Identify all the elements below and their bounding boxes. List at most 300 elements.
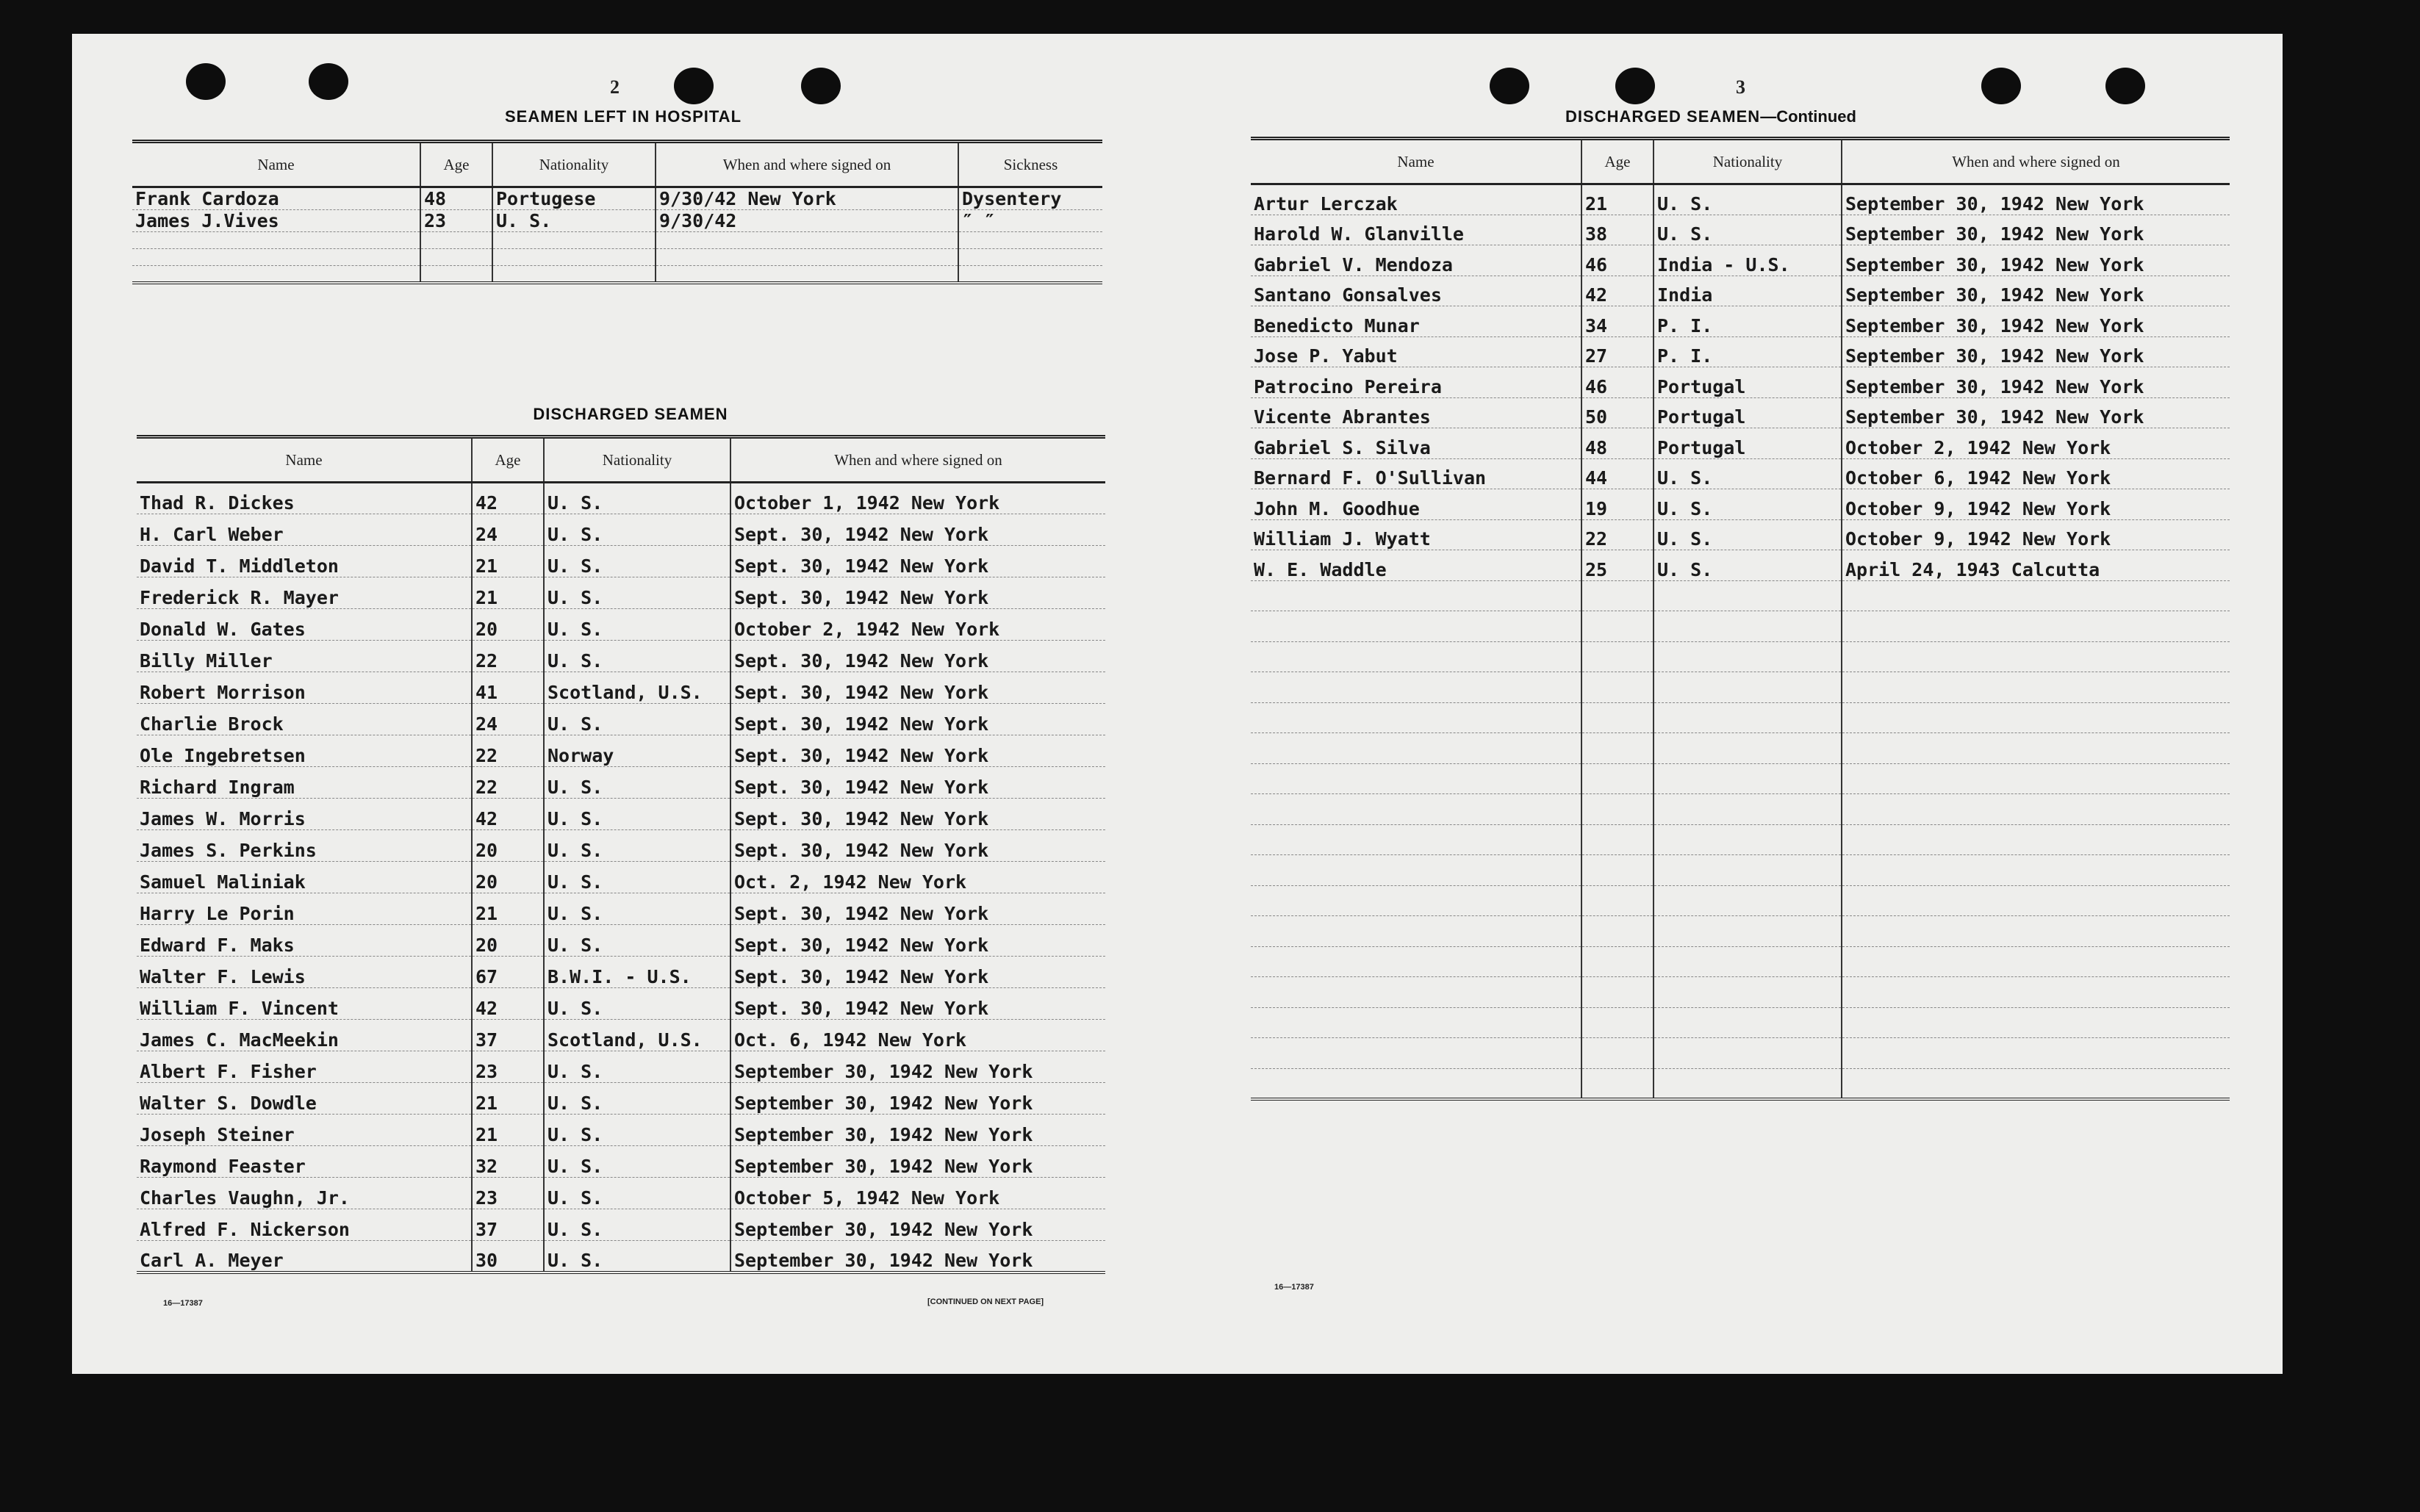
cell-age: 22 — [1581, 519, 1654, 550]
cell-age: 30 — [472, 1241, 544, 1272]
table-row — [137, 799, 1105, 830]
table-row — [1251, 733, 2230, 764]
cell-nationality: B.W.I. - U.S. — [544, 957, 730, 988]
cell-signed-on: Sept. 30, 1942 New York — [730, 893, 1105, 925]
cell-signed-on: Oct. 6, 1942 New York — [730, 1020, 1105, 1051]
cell-nationality — [1654, 1007, 1842, 1038]
table-row — [1251, 885, 2230, 916]
table-row — [137, 1115, 1105, 1146]
cell-age: 21 — [472, 577, 544, 609]
table-row — [137, 1209, 1105, 1241]
cell-signed-on — [1842, 977, 2230, 1008]
cell-age: 50 — [1581, 397, 1654, 428]
table-row — [1251, 276, 2230, 306]
cell-age: 20 — [472, 925, 544, 957]
cell-nationality: P. I. — [1654, 306, 1842, 337]
cell-age: 24 — [472, 514, 544, 546]
cell-nationality — [1654, 1068, 1842, 1099]
cell-age: 21 — [1581, 184, 1654, 215]
cell-age — [1581, 1068, 1654, 1099]
table-row — [1251, 215, 2230, 245]
cell-name — [1251, 794, 1581, 825]
cell-signed-on: 9/30/42 — [656, 210, 958, 232]
cell-nationality: U. S. — [544, 988, 730, 1020]
cell-age: 23 — [472, 1051, 544, 1083]
punch-hole — [1615, 68, 1655, 104]
cell-age: 34 — [1581, 306, 1654, 337]
table-row — [1251, 550, 2230, 581]
cell-age — [1581, 611, 1654, 642]
cell-name: John M. Goodhue — [1251, 489, 1581, 520]
cell-signed-on: Sept. 30, 1942 New York — [730, 514, 1105, 546]
column-header-name: Name — [1251, 139, 1581, 184]
column-header-signed-on: When and where signed on — [656, 142, 958, 187]
cell-name — [1251, 641, 1581, 672]
table-row — [137, 1146, 1105, 1178]
table-row — [137, 672, 1105, 704]
table-row — [137, 1051, 1105, 1083]
cell-nationality — [1654, 672, 1842, 703]
cell-age — [1581, 763, 1654, 794]
cell-signed-on: Sept. 30, 1942 New York — [730, 830, 1105, 862]
cell-signed-on — [1842, 580, 2230, 611]
cell-signed-on: September 30, 1942 New York — [730, 1051, 1105, 1083]
cell-name: Benedicto Munar — [1251, 306, 1581, 337]
cell-signed-on — [1842, 794, 2230, 825]
table-row — [1251, 611, 2230, 642]
cell-nationality: U. S. — [544, 1146, 730, 1178]
cell-signed-on: September 30, 1942 New York — [1842, 184, 2230, 215]
cell-name: Robert Morrison — [137, 672, 472, 704]
cell-signed-on: September 30, 1942 New York — [1842, 215, 2230, 245]
cell-name: Frederick R. Mayer — [137, 577, 472, 609]
cell-name: Bernard F. O'Sullivan — [1251, 458, 1581, 489]
table-row — [137, 641, 1105, 672]
table-row — [137, 704, 1105, 735]
cell-name: Albert F. Fisher — [137, 1051, 472, 1083]
continued-note: [CONTINUED ON NEXT PAGE] — [927, 1297, 1044, 1306]
cell-name — [132, 232, 420, 249]
table-row — [1251, 641, 2230, 672]
table-row — [1251, 397, 2230, 428]
cell-age — [1581, 733, 1654, 764]
cell-signed-on — [1842, 1007, 2230, 1038]
cell-nationality: India - U.S. — [1654, 245, 1842, 276]
table-row — [137, 862, 1105, 893]
cell-name: H. Carl Weber — [137, 514, 472, 546]
cell-nationality — [1654, 733, 1842, 764]
table-row — [1251, 824, 2230, 855]
cell-age: 20 — [472, 609, 544, 641]
cell-signed-on — [1842, 824, 2230, 855]
cell-sickness: Dysentery — [958, 187, 1102, 210]
cell-nationality — [1654, 885, 1842, 916]
cell-nationality — [1654, 641, 1842, 672]
table-row — [1251, 367, 2230, 398]
cell-nationality — [1654, 946, 1842, 977]
cell-signed-on: Oct. 2, 1942 New York — [730, 862, 1105, 893]
cell-name: Donald W. Gates — [137, 609, 472, 641]
column-header-age: Age — [420, 142, 492, 187]
table-row — [1251, 580, 2230, 611]
cell-name: Raymond Feaster — [137, 1146, 472, 1178]
cell-name: Walter S. Dowdle — [137, 1083, 472, 1115]
cell-nationality: U. S. — [544, 514, 730, 546]
cell-name — [1251, 763, 1581, 794]
page-number-left: 2 — [610, 76, 620, 98]
cell-signed-on: September 30, 1942 New York — [730, 1146, 1105, 1178]
cell-age: 46 — [1581, 245, 1654, 276]
cell-name: Alfred F. Nickerson — [137, 1209, 472, 1241]
cell-nationality: Portugal — [1654, 428, 1842, 459]
title-continued: —Continued — [1760, 107, 1856, 126]
cell-name: Charlie Brock — [137, 704, 472, 735]
cell-nationality: U. S. — [544, 483, 730, 514]
cell-age: 38 — [1581, 215, 1654, 245]
cell-nationality: U. S. — [544, 893, 730, 925]
cell-name: Patrocino Pereira — [1251, 367, 1581, 398]
cell-nationality: U. S. — [544, 641, 730, 672]
cell-age — [1581, 580, 1654, 611]
cell-signed-on: Sept. 30, 1942 New York — [730, 988, 1105, 1020]
cell-age: 48 — [420, 187, 492, 210]
cell-nationality — [1654, 763, 1842, 794]
cell-nationality — [1654, 580, 1842, 611]
cell-age — [1581, 1007, 1654, 1038]
cell-nationality: U. S. — [544, 799, 730, 830]
cell-age: 21 — [472, 1083, 544, 1115]
punch-hole — [309, 63, 348, 100]
table-row — [137, 957, 1105, 988]
cell-nationality: U. S. — [544, 546, 730, 577]
cell-age — [1581, 885, 1654, 916]
punch-hole — [2105, 68, 2145, 104]
cell-name: Thad R. Dickes — [137, 483, 472, 514]
cell-age — [1581, 1038, 1654, 1069]
cell-nationality: U. S. — [1654, 184, 1842, 215]
cell-signed-on: September 30, 1942 New York — [730, 1083, 1105, 1115]
cell-signed-on: 9/30/42 New York — [656, 187, 958, 210]
cell-nationality: U. S. — [544, 830, 730, 862]
cell-nationality: Norway — [544, 735, 730, 767]
cell-age: 27 — [1581, 336, 1654, 367]
form-number-left: 16—17387 — [163, 1299, 203, 1308]
cell-name: James S. Perkins — [137, 830, 472, 862]
cell-age: 21 — [472, 893, 544, 925]
table-row — [1251, 977, 2230, 1008]
cell-age: 22 — [472, 735, 544, 767]
cell-name: Ole Ingebretsen — [137, 735, 472, 767]
cell-name: Harold W. Glanville — [1251, 215, 1581, 245]
cell-signed-on — [1842, 1068, 2230, 1099]
table-row — [1251, 336, 2230, 367]
cell-name — [1251, 1068, 1581, 1099]
table-row — [137, 893, 1105, 925]
column-header-nationality: Nationality — [544, 437, 730, 483]
table-row — [137, 925, 1105, 957]
cell-signed-on: September 30, 1942 New York — [1842, 276, 2230, 306]
column-header-name: Name — [137, 437, 472, 483]
cell-nationality: U. S. — [1654, 519, 1842, 550]
cell-nationality — [1654, 977, 1842, 1008]
cell-name: James C. MacMeekin — [137, 1020, 472, 1051]
punch-hole — [1490, 68, 1529, 104]
cell-nationality — [1654, 702, 1842, 733]
discharged-section-title: DISCHARGED SEAMEN — [533, 405, 728, 423]
table-row — [1251, 855, 2230, 886]
column-header-sickness: Sickness — [958, 142, 1102, 187]
table-row — [1251, 306, 2230, 337]
cell-signed-on — [1842, 733, 2230, 764]
cell-name: Jose P. Yabut — [1251, 336, 1581, 367]
cell-nationality: Scotland, U.S. — [544, 1020, 730, 1051]
cell-nationality — [492, 232, 656, 249]
cell-signed-on — [1842, 672, 2230, 703]
table-row — [137, 483, 1105, 514]
cell-signed-on: September 30, 1942 New York — [1842, 336, 2230, 367]
cell-signed-on: September 30, 1942 New York — [1842, 245, 2230, 276]
cell-nationality: U. S. — [1654, 550, 1842, 581]
discharged-table-left — [137, 435, 1105, 1274]
cell-name: Santano Gonsalves — [1251, 276, 1581, 306]
cell-age — [1581, 794, 1654, 825]
cell-nationality: India — [1654, 276, 1842, 306]
cell-name — [132, 249, 420, 266]
table-row — [132, 210, 1102, 232]
cell-age: 42 — [472, 483, 544, 514]
cell-nationality — [1654, 1038, 1842, 1069]
cell-name: Frank Cardoza — [132, 187, 420, 210]
cell-signed-on — [656, 232, 958, 249]
table-row — [1251, 184, 2230, 215]
cell-age — [1581, 824, 1654, 855]
table-row — [1251, 794, 2230, 825]
cell-signed-on: September 30, 1942 New York — [730, 1241, 1105, 1272]
cell-signed-on: Sept. 30, 1942 New York — [730, 546, 1105, 577]
punch-hole — [801, 68, 841, 104]
table-row — [1251, 1038, 2230, 1069]
cell-nationality — [1654, 824, 1842, 855]
cell-signed-on: Sept. 30, 1942 New York — [730, 704, 1105, 735]
cell-nationality — [492, 266, 656, 283]
cell-name — [1251, 916, 1581, 947]
cell-signed-on: Sept. 30, 1942 New York — [730, 641, 1105, 672]
cell-signed-on: October 9, 1942 New York — [1842, 489, 2230, 520]
table-row — [1251, 458, 2230, 489]
cell-signed-on: Sept. 30, 1942 New York — [730, 925, 1105, 957]
table-row — [137, 1020, 1105, 1051]
cell-nationality — [1654, 611, 1842, 642]
cell-name: William J. Wyatt — [1251, 519, 1581, 550]
punch-hole — [674, 68, 714, 104]
cell-signed-on: Sept. 30, 1942 New York — [730, 735, 1105, 767]
cell-name — [1251, 946, 1581, 977]
form-number-right: 16—17387 — [1274, 1283, 1314, 1292]
cell-signed-on: September 30, 1942 New York — [730, 1115, 1105, 1146]
table-row — [1251, 1068, 2230, 1099]
cell-age — [1581, 977, 1654, 1008]
cell-nationality — [1654, 916, 1842, 947]
document-sheet — [72, 34, 2283, 1374]
cell-name: James W. Morris — [137, 799, 472, 830]
cell-nationality: U. S. — [1654, 458, 1842, 489]
cell-signed-on: Sept. 30, 1942 New York — [730, 957, 1105, 988]
cell-nationality: U. S. — [1654, 489, 1842, 520]
cell-name: Gabriel V. Mendoza — [1251, 245, 1581, 276]
cell-signed-on: October 2, 1942 New York — [1842, 428, 2230, 459]
cell-name: Edward F. Maks — [137, 925, 472, 957]
cell-age: 37 — [472, 1020, 544, 1051]
cell-nationality: U. S. — [544, 1083, 730, 1115]
cell-nationality: U. S. — [544, 704, 730, 735]
cell-nationality: U. S. — [544, 1051, 730, 1083]
cell-name: Charles Vaughn, Jr. — [137, 1178, 472, 1209]
cell-age: 32 — [472, 1146, 544, 1178]
cell-age: 42 — [472, 799, 544, 830]
column-header-age: Age — [472, 437, 544, 483]
cell-name: Carl A. Meyer — [137, 1241, 472, 1272]
cell-age: 21 — [472, 546, 544, 577]
cell-signed-on: September 30, 1942 New York — [730, 1209, 1105, 1241]
table-row — [132, 249, 1102, 266]
cell-nationality: U. S. — [544, 925, 730, 957]
table-row — [137, 988, 1105, 1020]
cell-nationality: U. S. — [544, 609, 730, 641]
table-row — [1251, 1007, 2230, 1038]
cell-signed-on — [1842, 702, 2230, 733]
table-row — [1251, 519, 2230, 550]
cell-age: 41 — [472, 672, 544, 704]
table-row — [1251, 916, 2230, 947]
cell-nationality: P. I. — [1654, 336, 1842, 367]
cell-sickness — [958, 266, 1102, 283]
cell-nationality — [492, 249, 656, 266]
cell-age: 21 — [472, 1115, 544, 1146]
cell-name: Richard Ingram — [137, 767, 472, 799]
cell-nationality: U. S. — [544, 767, 730, 799]
hospital-section-title: SEAMEN LEFT IN HOSPITAL — [504, 107, 742, 126]
cell-name — [1251, 672, 1581, 703]
discharged-continued-title — [1534, 107, 1887, 126]
discharged-table-right — [1251, 137, 2230, 1101]
cell-signed-on: October 6, 1942 New York — [1842, 458, 2230, 489]
column-header-age: Age — [1581, 139, 1654, 184]
cell-age — [1581, 916, 1654, 947]
cell-name: Harry Le Porin — [137, 893, 472, 925]
table-row — [1251, 946, 2230, 977]
cell-name — [1251, 733, 1581, 764]
cell-age: 44 — [1581, 458, 1654, 489]
cell-nationality: Portugal — [1654, 367, 1842, 398]
table-row — [132, 187, 1102, 210]
cell-name: Billy Miller — [137, 641, 472, 672]
cell-age — [1581, 641, 1654, 672]
cell-age: 23 — [472, 1178, 544, 1209]
cell-age — [1581, 946, 1654, 977]
cell-nationality: U. S. — [544, 1115, 730, 1146]
cell-age: 23 — [420, 210, 492, 232]
cell-name: Joseph Steiner — [137, 1115, 472, 1146]
cell-age — [1581, 855, 1654, 886]
cell-signed-on: Sept. 30, 1942 New York — [730, 799, 1105, 830]
table-row — [137, 1083, 1105, 1115]
cell-age: 20 — [472, 830, 544, 862]
page-number-right: 3 — [1736, 76, 1745, 98]
cell-nationality: U. S. — [544, 577, 730, 609]
table-row — [137, 609, 1105, 641]
cell-signed-on: April 24, 1943 Calcutta — [1842, 550, 2230, 581]
cell-name: Walter F. Lewis — [137, 957, 472, 988]
cell-nationality: U. S. — [544, 1178, 730, 1209]
cell-nationality: U. S. — [544, 862, 730, 893]
hospital-table — [132, 140, 1102, 284]
cell-nationality — [1654, 794, 1842, 825]
cell-age: 37 — [472, 1209, 544, 1241]
punch-hole — [186, 63, 226, 100]
table-row — [1251, 489, 2230, 520]
cell-name: Samuel Maliniak — [137, 862, 472, 893]
cell-sickness: ″ ″ — [958, 210, 1102, 232]
cell-sickness — [958, 249, 1102, 266]
cell-nationality: Portugese — [492, 187, 656, 210]
table-row — [1251, 763, 2230, 794]
cell-age: 25 — [1581, 550, 1654, 581]
cell-age: 46 — [1581, 367, 1654, 398]
cell-name — [1251, 580, 1581, 611]
cell-signed-on — [1842, 1038, 2230, 1069]
cell-name — [1251, 1038, 1581, 1069]
cell-age: 24 — [472, 704, 544, 735]
cell-name — [1251, 611, 1581, 642]
cell-signed-on: Sept. 30, 1942 New York — [730, 672, 1105, 704]
cell-nationality — [1654, 855, 1842, 886]
table-row — [137, 577, 1105, 609]
punch-hole — [1981, 68, 2021, 104]
title-main: DISCHARGED SEAMEN — [1565, 107, 1761, 126]
table-row — [1251, 672, 2230, 703]
cell-age: 48 — [1581, 428, 1654, 459]
cell-name — [1251, 977, 1581, 1008]
cell-age — [1581, 672, 1654, 703]
cell-age: 22 — [472, 641, 544, 672]
cell-name — [1251, 855, 1581, 886]
cell-signed-on — [656, 266, 958, 283]
cell-nationality: U. S. — [544, 1209, 730, 1241]
cell-nationality: Portugal — [1654, 397, 1842, 428]
cell-name: W. E. Waddle — [1251, 550, 1581, 581]
cell-nationality: Scotland, U.S. — [544, 672, 730, 704]
column-header-signed-on: When and where signed on — [730, 437, 1105, 483]
table-row — [137, 1241, 1105, 1272]
cell-signed-on: October 1, 1942 New York — [730, 483, 1105, 514]
table-row — [137, 830, 1105, 862]
table-row — [137, 767, 1105, 799]
cell-name — [1251, 885, 1581, 916]
cell-name — [1251, 1007, 1581, 1038]
cell-nationality: U. S. — [1654, 215, 1842, 245]
table-row — [132, 232, 1102, 249]
cell-signed-on: October 2, 1942 New York — [730, 609, 1105, 641]
cell-signed-on: Sept. 30, 1942 New York — [730, 577, 1105, 609]
cell-age: 42 — [1581, 276, 1654, 306]
cell-signed-on — [1842, 611, 2230, 642]
column-header-signed-on: When and where signed on — [1842, 139, 2230, 184]
cell-nationality: U. S. — [544, 1241, 730, 1272]
column-header-name: Name — [132, 142, 420, 187]
table-row — [137, 514, 1105, 546]
cell-age: 20 — [472, 862, 544, 893]
cell-signed-on: October 9, 1942 New York — [1842, 519, 2230, 550]
